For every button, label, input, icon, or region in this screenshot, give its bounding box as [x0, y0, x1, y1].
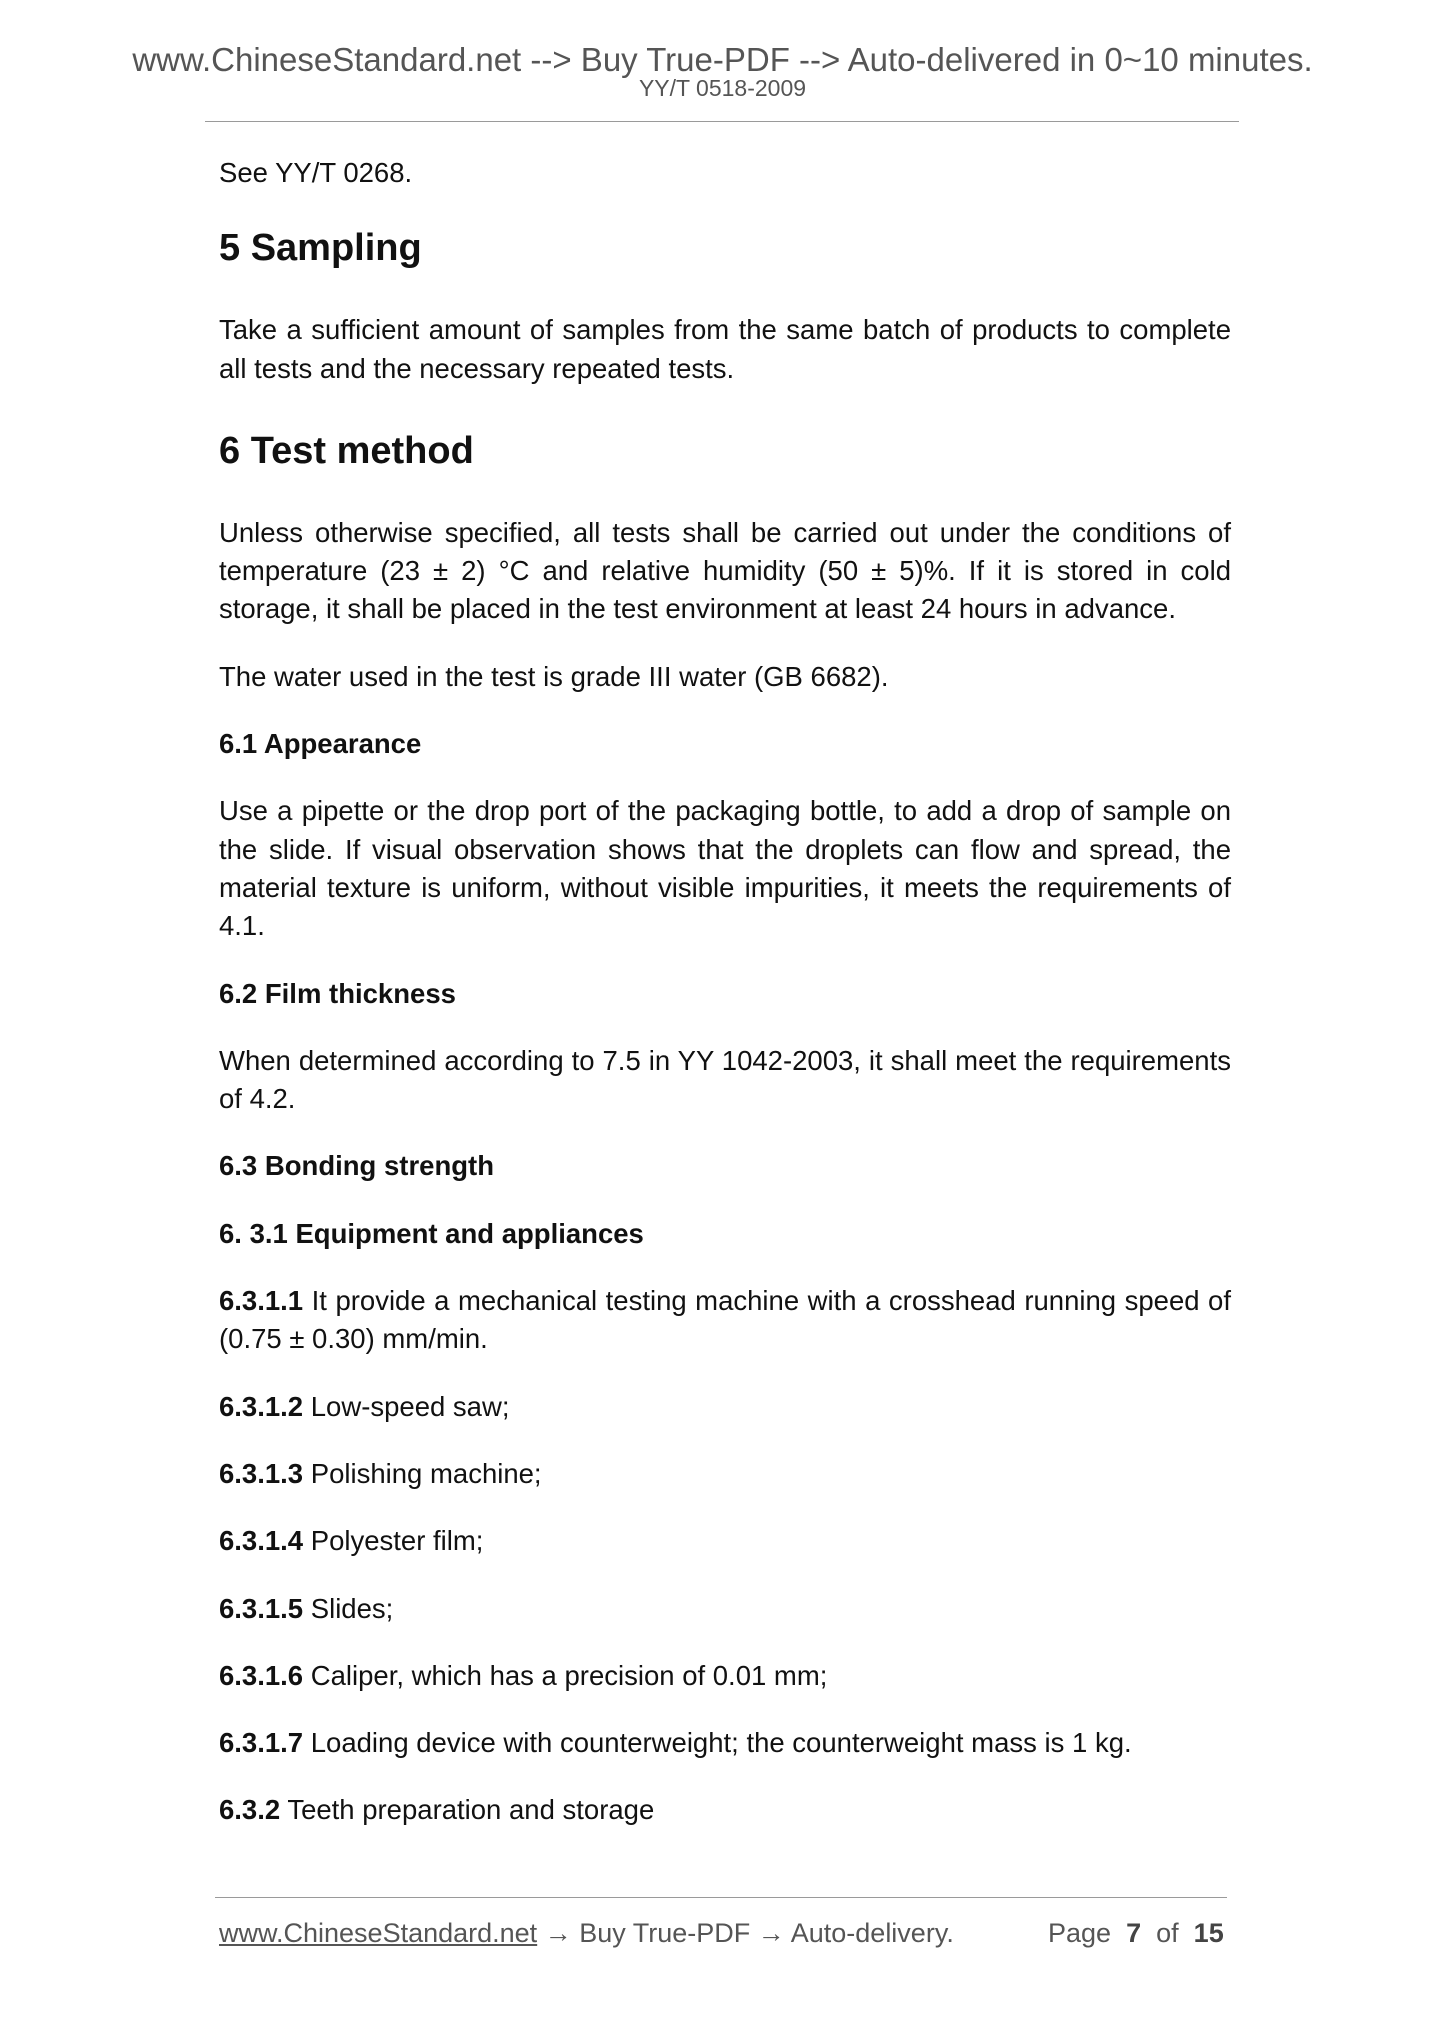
section-6-heading: 6 Test method	[219, 429, 474, 472]
item-text: Slides;	[303, 1592, 394, 1624]
item-number: 6.3.2	[219, 1794, 281, 1826]
footer-tagline: → Buy True-PDF → Auto-delivery.	[537, 1918, 954, 1948]
document-code: YY/T 0518-2009	[638, 75, 807, 101]
item-text: Polishing machine;	[303, 1457, 542, 1489]
list-item	[219, 1388, 1231, 1426]
item-number: 6.3.1.3	[219, 1457, 304, 1489]
item-number: 6.3.1.1	[219, 1285, 304, 1317]
site-link[interactable]: www.ChineseStandard.net	[219, 1918, 538, 1948]
list-item	[219, 1282, 1231, 1359]
list-item	[219, 1657, 1231, 1695]
header-divider	[205, 121, 1239, 122]
of-label: of	[1156, 1918, 1179, 1948]
list-item	[219, 1590, 1231, 1628]
list-item	[219, 1522, 1231, 1560]
footer-left	[219, 1916, 954, 1950]
see-reference: See YY/T 0268.	[219, 157, 413, 188]
list-item	[219, 1791, 1231, 1829]
item-text: Loading device with counterweight; the counterweight mass is 1 kg.	[303, 1727, 1132, 1759]
section-6-text-2: The water used in the test is grade III water (GB 6682).	[219, 660, 889, 692]
page-total: 15	[1193, 1918, 1224, 1948]
section-5-heading: 5 Sampling	[219, 227, 422, 270]
page-indicator	[1048, 1916, 1224, 1950]
list-item	[219, 1724, 1231, 1762]
section-6-text-1: Unless otherwise specified, all tests shall be carried out under the conditions of temperature (23 ± 2) °C and relative humidity (50 ± 5)%. If it is stored in cold storage, it shall be placed in the test environment at least 24 hours in advance.	[219, 516, 1231, 625]
item-number: 6.3.1.4	[219, 1525, 304, 1557]
item-number: 6.3.1.6	[219, 1659, 304, 1691]
section-6-1-heading: 6.1 Appearance	[219, 728, 422, 760]
section-6-2-heading: 6.2 Film thickness	[219, 977, 456, 1009]
footer-divider	[215, 1897, 1227, 1898]
section-6-1-text: Use a pipette or the drop port of the packaging bottle, to add a drop of sample on the slide. If visual observation shows that the droplets can flow and spread, the material texture is uniform, without visible impurities, it meets the requirements of 4.1.	[219, 795, 1231, 942]
item-text: Polyester film;	[303, 1525, 484, 1557]
section-5-text: Take a sufficient amount of samples from the same batch of products to complete all tests and the necessary repeated tests.	[219, 314, 1231, 384]
item-number: 6.3.1.7	[219, 1727, 304, 1759]
section-6-2-text: When determined according to 7.5 in YY 1042-2003, it shall meet the requirements of 4.2.	[219, 1044, 1231, 1115]
top-banner: www.ChineseStandard.net --> Buy True-PDF --> Auto-delivered in 0~10 minutes.	[132, 41, 1313, 78]
item-text: It provide a mechanical testing machine with a crosshead running speed of (0.75 ± 0.30) mm/min.	[219, 1285, 1231, 1355]
page-number: 7	[1126, 1918, 1142, 1948]
section-6-3-heading: 6.3 Bonding strength	[219, 1150, 494, 1182]
section-6-3-1-heading: 6. 3.1 Equipment and appliances	[219, 1217, 644, 1249]
item-text: Teeth preparation and storage	[280, 1794, 655, 1826]
list-item	[219, 1455, 1231, 1493]
item-text: Low-speed saw;	[303, 1390, 510, 1422]
item-number: 6.3.1.2	[219, 1390, 304, 1422]
page-content	[219, 154, 1231, 1859]
item-text: Caliper, which has a precision of 0.01 mm;	[303, 1659, 828, 1691]
item-number: 6.3.1.5	[219, 1592, 304, 1624]
page-label: Page	[1048, 1918, 1112, 1948]
